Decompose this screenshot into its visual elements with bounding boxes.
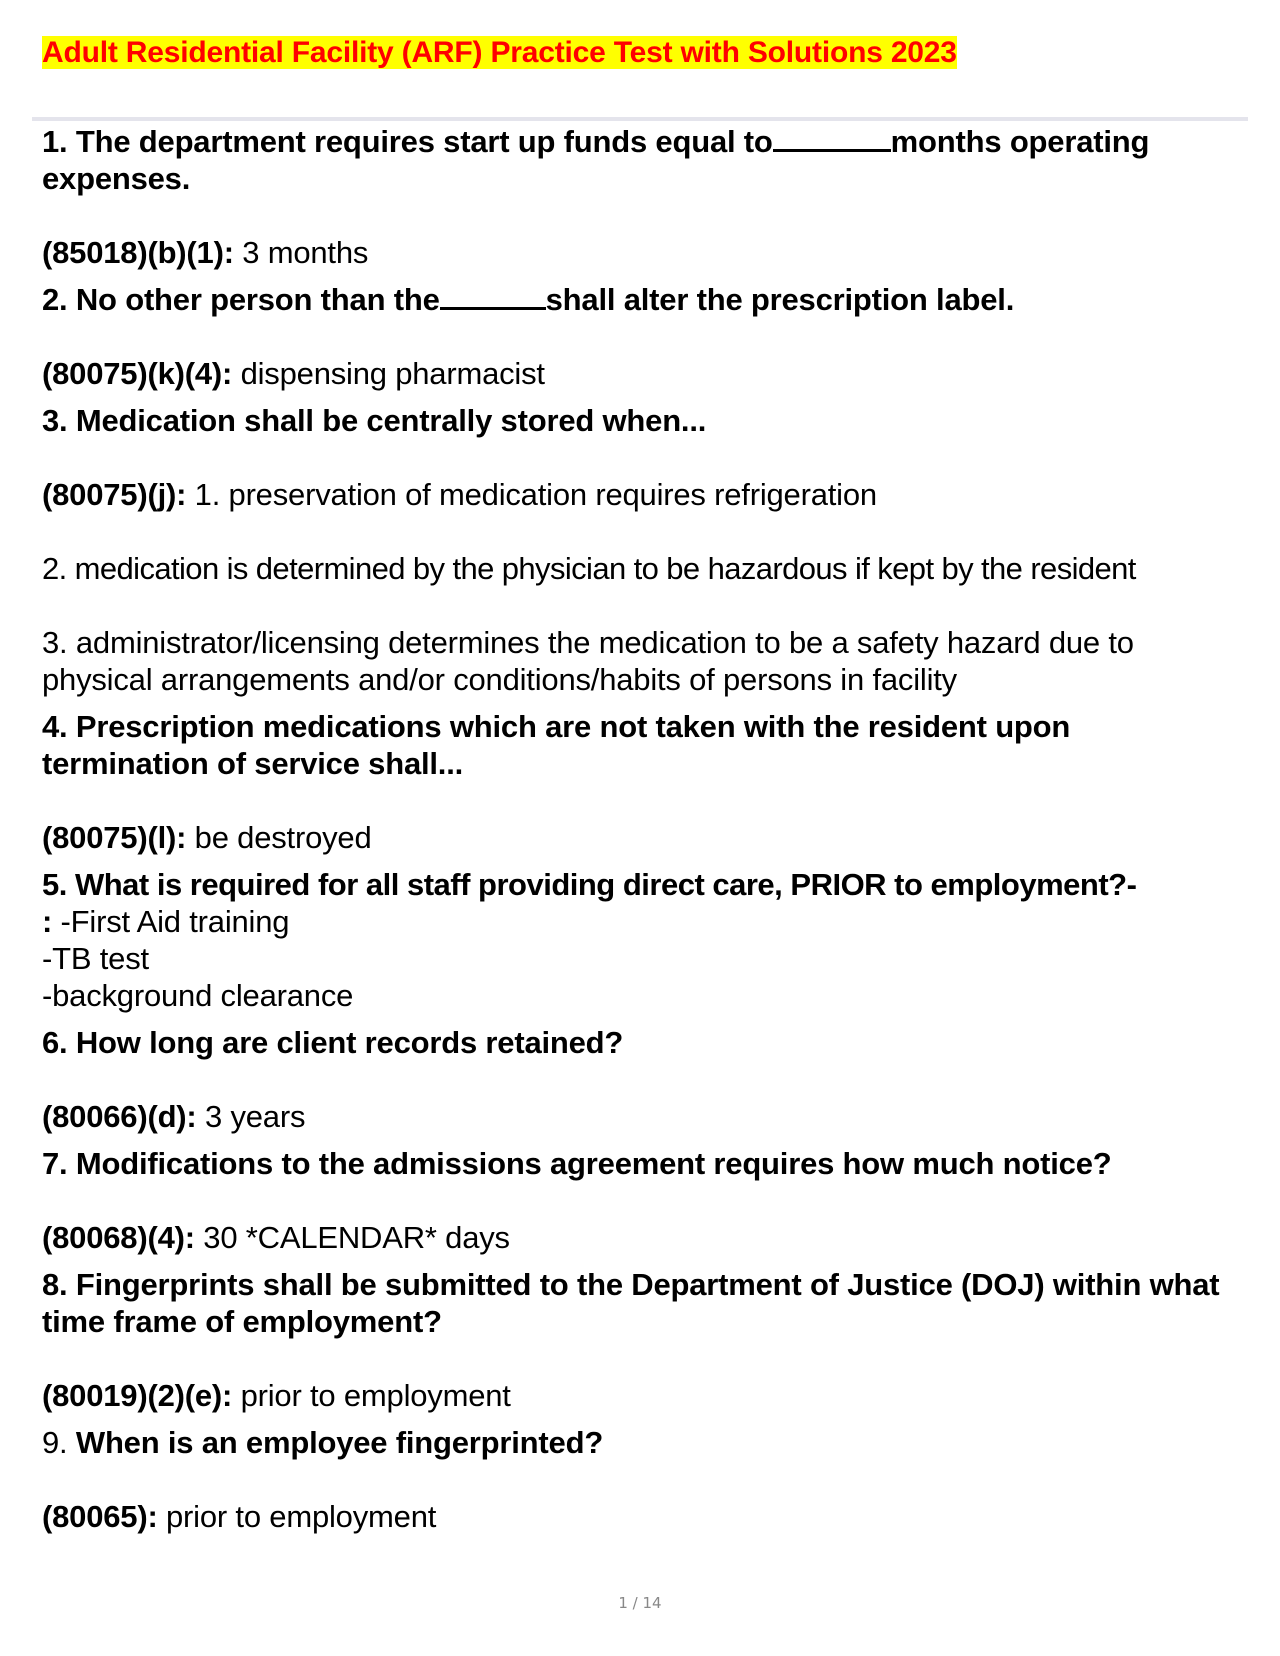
answer-6: (80066)(d): 3 years: [42, 1099, 306, 1134]
answer-3-item-2: 2. medication is determined by the physician to be hazardous if kept by the resident: [42, 551, 1136, 586]
title-divider: [32, 117, 1248, 121]
answer-4: (80075)(l): be destroyed: [42, 820, 372, 855]
regulation-code: (80066)(d):: [42, 1099, 197, 1134]
answer-3-item-3: 3. administrator/licensing determines the medication to be a safety hazard due to physical arrangements and/or conditions/habits of persons in facility: [42, 625, 1134, 697]
question-8: 8. Fingerprints shall be submitted to the Department of Justice (DOJ) within what time frame of employment?: [42, 1267, 1220, 1339]
question-4: 4. Prescription medications which are not taken with the resident upon termination of service shall...: [42, 709, 1071, 781]
question-9: 9. When is an employee fingerprinted?: [42, 1425, 604, 1460]
answer-9: (80065): prior to employment: [42, 1499, 437, 1534]
question-7: 7. Modifications to the admissions agreement requires how much notice?: [42, 1146, 1112, 1181]
answer-8: (80019)(2)(e): prior to employment: [42, 1378, 511, 1413]
question-3: 3. Medication shall be centrally stored when...: [42, 403, 707, 438]
regulation-code: (80068)(4):: [42, 1220, 195, 1255]
answer-7: (80068)(4): 30 *CALENDAR* days: [42, 1220, 510, 1255]
document-title: Adult Residential Facility (ARF) Practice Test with Solutions 2023: [42, 36, 957, 69]
question-1: 1. The department requires start up funds equal to months operating expenses.: [42, 124, 1150, 196]
answer-5-item-2: -TB test: [42, 941, 149, 976]
answer-5-item-3: -background clearance: [42, 978, 354, 1013]
question-5: 5. What is required for all staff providing direct care, PRIOR to employment?-: [42, 867, 1137, 902]
regulation-code: (80019)(2)(e):: [42, 1378, 233, 1413]
question-list: [42, 123, 1242, 1535]
answer-blank: [773, 125, 891, 152]
regulation-code: (85018)(b)(1):: [42, 235, 234, 270]
regulation-code: (80075)(j):: [42, 477, 187, 512]
answer-3: (80075)(j): 1. preservation of medication requires refrigeration: [42, 477, 877, 512]
question-6: 6. How long are client records retained?: [42, 1025, 624, 1060]
answer-5: : -First Aid training: [42, 904, 290, 939]
title-block: [42, 34, 957, 72]
answer-1: (85018)(b)(1): 3 months: [42, 235, 369, 270]
regulation-code: :: [42, 904, 53, 939]
answer-blank: [440, 283, 546, 310]
question-2: 2. No other person than the shall alter the prescription label.: [42, 282, 1015, 317]
answer-2: (80075)(k)(4): dispensing pharmacist: [42, 356, 545, 391]
page-indicator: 1 / 14: [618, 1594, 662, 1612]
regulation-code: (80075)(k)(4):: [42, 356, 233, 391]
regulation-code: (80075)(l):: [42, 820, 187, 855]
regulation-code: (80065):: [42, 1499, 158, 1534]
